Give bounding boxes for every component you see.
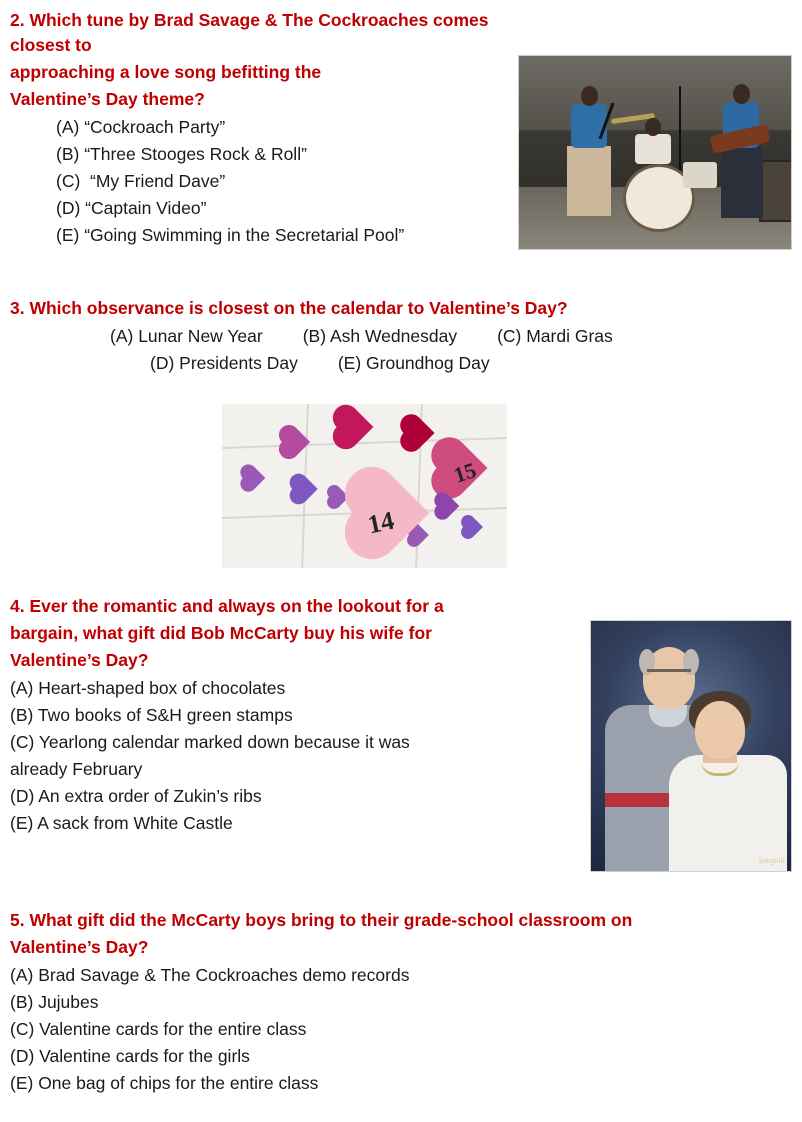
question-4-title-line-2: bargain, what gift did Bob McCarty buy his wife for: [10, 623, 432, 643]
heart-purple-3: [292, 476, 317, 501]
question-3-choice-c[interactable]: (C) Mardi Gras: [497, 326, 613, 346]
question-5-choice-b[interactable]: (B) Jujubes: [10, 992, 99, 1012]
woman-head: [695, 701, 745, 759]
band-performing-photo: [518, 55, 792, 250]
question-4-title-line-3: Valentine’s Day?: [10, 650, 149, 670]
man-glasses-icon: [647, 669, 691, 672]
question-3-choice-d[interactable]: (D) Presidents Day: [150, 353, 298, 373]
heart-purple-5: [437, 495, 460, 518]
guitarist-legs: [721, 146, 763, 218]
heart-purple-6: [463, 517, 483, 537]
calendar-date-14: 14: [365, 505, 397, 540]
question-2-choice-d[interactable]: (D) “Captain Video”: [56, 198, 207, 218]
photo-signature: Sanguili: [758, 856, 785, 865]
question-3-choices-row-1: [10, 323, 790, 350]
question-3-choice-b[interactable]: (B) Ash Wednesday: [302, 326, 458, 346]
question-2-choice-a[interactable]: (A) “Cockroach Party”: [56, 117, 226, 137]
mic-stand-icon: [679, 86, 681, 172]
question-5-block: [10, 908, 790, 1097]
singer-legs: [567, 146, 611, 216]
question-4-choice-c-continued[interactable]: already February: [10, 759, 143, 779]
question-5-choice-c[interactable]: (C) Valentine cards for the entire class: [10, 1019, 307, 1039]
question-5-title-line-1: 5. What gift did the McCarty boys bring to their grade-school classroom on: [10, 910, 633, 930]
question-3-title: 3. Which observance is closest on the calendar to Valentine’s Day?: [10, 298, 568, 318]
question-4-choice-c[interactable]: (C) Yearlong calendar marked down because it was: [10, 732, 410, 752]
question-3-choice-e[interactable]: (E) Groundhog Day: [337, 353, 490, 373]
question-4-block: [10, 594, 580, 837]
question-3-choice-a[interactable]: (A) Lunar New Year: [110, 326, 263, 346]
question-5-choice-a[interactable]: (A) Brad Savage & The Cockroaches demo records: [10, 965, 410, 985]
question-2-title-line-3: Valentine’s Day theme?: [10, 89, 205, 109]
amplifier-icon: [759, 160, 792, 222]
couple-portrait-photo: [590, 620, 792, 872]
question-2-title-line-1: 2. Which tune by Brad Savage & The Cockroaches comes closest to: [10, 10, 489, 55]
question-2-choice-e[interactable]: (E) “Going Swimming in the Secretarial Pool”: [56, 225, 405, 245]
question-5-choice-e[interactable]: (E) One bag of chips for the entire class: [10, 1073, 319, 1093]
heart-red-2: [403, 417, 434, 448]
drummer-torso: [635, 134, 671, 164]
drummer-head: [645, 118, 661, 136]
calendar-hearts-photo: [222, 404, 507, 568]
singer-torso: [571, 104, 607, 148]
question-5-choice-d[interactable]: (D) Valentine cards for the girls: [10, 1046, 250, 1066]
question-2-block: [10, 8, 510, 249]
calendar-date-15: 15: [450, 457, 480, 488]
question-5-title-line-2: Valentine’s Day?: [10, 937, 149, 957]
question-4-choice-a[interactable]: (A) Heart-shaped box of chocolates: [10, 678, 286, 698]
question-3-block: [10, 296, 790, 377]
question-2-choice-c[interactable]: (C) “My Friend Dave”: [56, 171, 226, 191]
guitarist-head: [733, 84, 750, 104]
snare-drum-icon: [683, 162, 717, 188]
question-2-title-line-2: approaching a love song befitting the: [10, 62, 322, 82]
question-4-choice-e[interactable]: (E) A sack from White Castle: [10, 813, 233, 833]
question-3-choices-row-2: [10, 350, 790, 377]
singer-head: [581, 86, 598, 106]
question-2-choice-b[interactable]: (B) “Three Stooges Rock & Roll”: [56, 144, 307, 164]
heart-red-1: [337, 409, 374, 446]
question-4-title-line-1: 4. Ever the romantic and always on the lookout for a: [10, 596, 444, 616]
question-4-choice-b[interactable]: (B) Two books of S&H green stamps: [10, 705, 293, 725]
heart-purple-2: [243, 467, 266, 490]
question-4-choice-d[interactable]: (D) An extra order of Zukin’s ribs: [10, 786, 262, 806]
